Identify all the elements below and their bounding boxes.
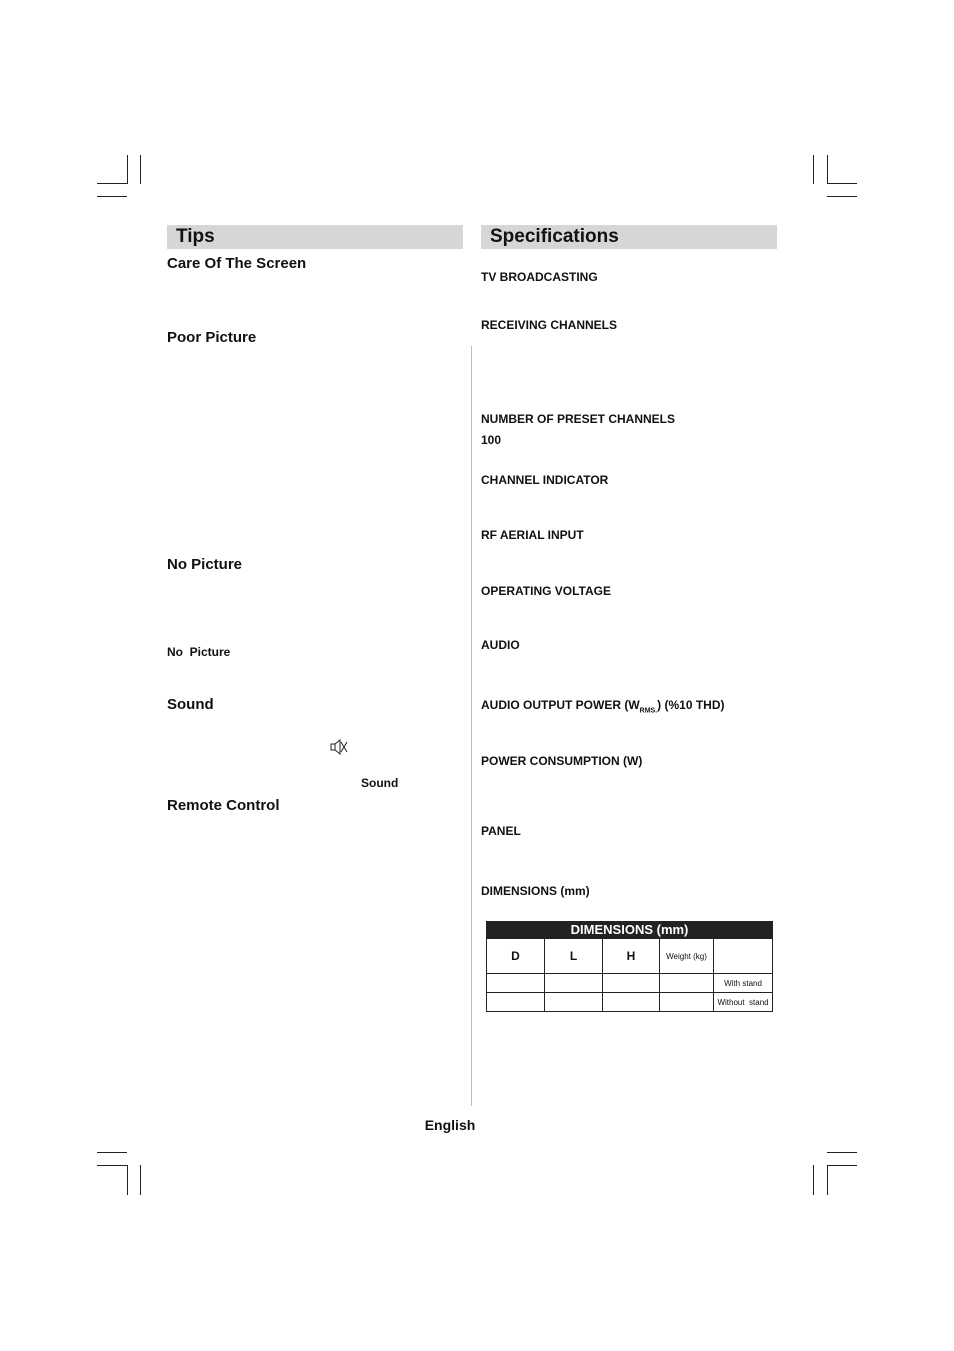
column-divider bbox=[471, 346, 472, 1106]
table-cell bbox=[603, 993, 660, 1012]
table-row bbox=[487, 993, 773, 1012]
crop-mark bbox=[127, 155, 128, 184]
table-cell bbox=[660, 974, 714, 993]
preset-channels-value: 100 bbox=[481, 433, 502, 447]
mute-speaker-icon bbox=[330, 738, 348, 756]
col-weight: Weight (kg) bbox=[660, 939, 714, 974]
table-cell bbox=[660, 993, 714, 1012]
crop-mark bbox=[140, 155, 141, 184]
remote-control-heading: Remote Control bbox=[167, 797, 280, 814]
dimensions-label: DIMENSIONS (mm) bbox=[481, 884, 590, 898]
no-picture-inline: No Picture bbox=[167, 645, 231, 659]
row-label-without-stand: Without stand bbox=[714, 993, 773, 1012]
crop-mark bbox=[97, 196, 127, 197]
table-cell bbox=[545, 974, 603, 993]
crop-mark bbox=[813, 1165, 814, 1195]
crop-mark bbox=[97, 1152, 127, 1153]
crop-mark bbox=[97, 183, 127, 184]
operating-voltage-label: OPERATING VOLTAGE bbox=[481, 584, 612, 598]
col-l: L bbox=[545, 939, 603, 974]
col-blank bbox=[714, 939, 773, 974]
crop-mark bbox=[827, 155, 828, 184]
col-d: D bbox=[487, 939, 545, 974]
tv-broadcasting-label: TV BROADCASTING bbox=[481, 270, 598, 284]
col-h: H bbox=[603, 939, 660, 974]
table-cell bbox=[603, 974, 660, 993]
tips-title: Tips bbox=[167, 225, 463, 249]
audio-output-sub: RMS. bbox=[639, 707, 658, 715]
crop-mark bbox=[827, 183, 857, 184]
preset-channels-label: NUMBER OF PRESET CHANNELS bbox=[481, 412, 676, 426]
panel-label: PANEL bbox=[481, 824, 521, 838]
crop-mark bbox=[140, 1165, 141, 1195]
audio-output-label bbox=[481, 698, 725, 714]
rf-input-label: RF AERIAL INPUT bbox=[481, 528, 584, 542]
table-cell bbox=[487, 993, 545, 1012]
audio-label: AUDIO bbox=[481, 638, 520, 652]
crop-mark bbox=[97, 1165, 127, 1166]
poor-picture-heading: Poor Picture bbox=[167, 329, 257, 346]
table-cell bbox=[545, 993, 603, 1012]
table-row bbox=[487, 974, 773, 993]
receiving-channels-label: RECEIVING CHANNELS bbox=[481, 318, 618, 332]
crop-mark bbox=[127, 1165, 128, 1195]
no-picture-heading: No Picture bbox=[167, 556, 243, 573]
crop-mark bbox=[827, 1152, 857, 1153]
sound-inline: Sound bbox=[361, 776, 399, 790]
sound-heading: Sound bbox=[167, 696, 214, 713]
table-cell bbox=[487, 974, 545, 993]
channel-indicator-label: CHANNEL INDICATOR bbox=[481, 473, 609, 487]
footer-language: English bbox=[424, 1117, 476, 1133]
crop-mark bbox=[827, 196, 857, 197]
row-label-with-stand: With stand bbox=[714, 974, 773, 993]
care-screen-heading: Care Of The Screen bbox=[167, 255, 307, 272]
crop-mark bbox=[813, 155, 814, 184]
specs-title: Specifications bbox=[481, 225, 777, 249]
crop-mark bbox=[827, 1165, 828, 1195]
audio-output-suffix: ) (%10 THD) bbox=[657, 698, 725, 712]
crop-mark bbox=[827, 1165, 857, 1166]
power-consumption-label: POWER CONSUMPTION (W) bbox=[481, 754, 643, 768]
dimensions-table-header: DIMENSIONS (mm) bbox=[487, 922, 773, 939]
dimensions-table bbox=[486, 921, 773, 1012]
audio-output-prefix: AUDIO OUTPUT POWER (W bbox=[481, 698, 640, 712]
